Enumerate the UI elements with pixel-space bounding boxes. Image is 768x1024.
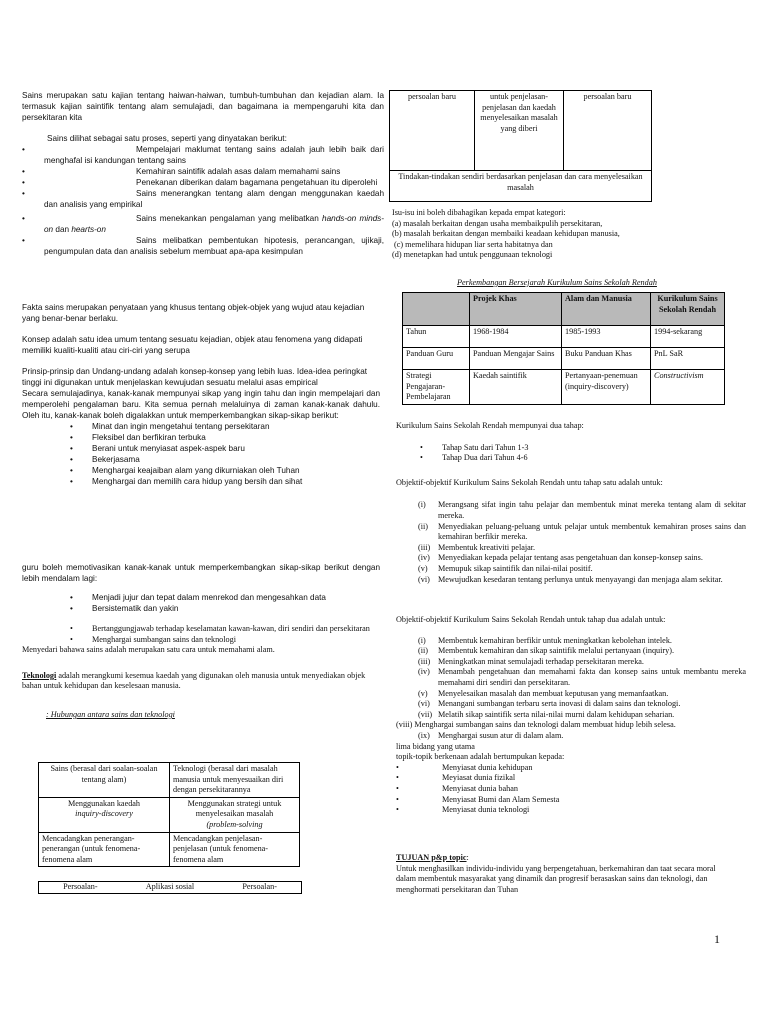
list-item: • Penekanan diberikan dalam bagamana pengetahuan itu diperolehi [22,177,384,188]
list-item: • Sains menerangkan tentang alam dengan menggunakan kaedah dan analisis yang empirikal [22,188,384,210]
list-item: • Menjadi jujur dan tepat dalam menrekod dan mengesahkan data [70,592,380,603]
table-cell: Constructivism [651,370,725,405]
list-item: • Menyiasat Bumi dan Alam Semesta [396,795,746,806]
table-cell: persoalan baru [564,91,652,171]
list-item: (vi) Menangani sumbangan terbaru serta inovasi di dalam sains dan teknologi. [418,699,681,709]
list-item: • Menghargai sumbangan sains dan teknologi [70,635,382,646]
tahap-list [420,443,746,464]
table-cell: 1994-sekarang [651,326,725,348]
list-item: • Mempelajari maklumat tentang sains adalah jauh lebih baik dari menghafal isi kandungan tentang sains [22,144,384,166]
list-item: • Berani untuk menyiasat aspek-aspek baru [70,443,380,454]
list-item: • Minat dan ingin mengetahui tentang persekitaran [70,421,380,432]
list-item: (v) Menyelesaikan masalah dan membuat keputusan yang memanfaatkan. [418,688,669,698]
guru-list [70,592,380,614]
hubungan-table [38,762,300,867]
process-list [44,144,385,257]
list-item: • Menyiasat dunia kehidupan [396,763,746,774]
list-item: • Meyiasat dunia fizikal [396,773,746,784]
isu-intro: Isu-isu ini boleh dibahagikan kepada empat kategori: [392,208,566,217]
table-cell: Mencadangkan penerangan-penerangan (untuk fenomena-fenomena alam [39,832,170,867]
list-item: (ii) Menyediakan peluang-peluang untuk pelajar untuk membentuk kemahiran proses sains dan kemahiran berfikir mereka. [418,521,746,542]
guru-paragraph: guru boleh memotivasikan kanak-kanak untuk memperkembangkan sikap-sikap berikut dengan lebih mendalam lagi: [22,563,380,583]
table-row [39,832,300,867]
isu-item: (a) masalah berkaitan dengan usaha membaikpulih persekitaran, [392,218,603,228]
table-cell: Persoalan- [63,882,98,891]
tujuan-title: TUJUAN p&p topic: [396,853,469,862]
table-cell: Menggunakan strategi untuk menyelesaikan masalah (problem-solving [170,797,300,832]
obj1-title: Objektif-objektif Kurikulum Sains Sekolah Rendah untu tahap satu adalah untuk: [396,477,663,487]
table-cell: Panduan Guru [403,348,470,370]
list-item: • Tahap Satu dari Tahun 1-3 [420,443,746,454]
table-row [39,797,300,832]
kurikulum-title: Perkembangan Bersejarah Kurikulum Sains Sekolah Rendah [457,277,657,287]
list-item: • Bekerjasama [70,454,380,465]
obj2-title: Objektif-objektif Kurikulum Sains Sekolah Rendah untuk tahap dua adalah untuk: [396,615,666,624]
table-cell: Panduan Mengajar Sains [470,348,562,370]
obj1-list [418,500,746,585]
list-item: • Menghargai dan memilih cara hidup yang bersih dan sihat [70,476,380,487]
table-cell: Sains (berasal dari soalan-soalan tentang alam) [39,763,170,798]
ksr-section [396,421,746,585]
obj2-list [418,636,746,721]
semulajadi-paragraph: Secara semulajadinya, kanak-kanak mempunyai sikap yang ingin tahu dan ingin mempelajari dan memperolehi pengalaman baru. Kita semua pernah melaluinya di zaman kanak-kanak dahulu. Oleh itu, kanak-kanak boleh digalakkan untuk memperkembangkan sikap-sikap berikut: [22,389,380,420]
list-item: • Sains melibatkan pembentukan hipotesis, perancangan, ujikaji, pengumpulan data dan analisis sebelum membuat apa-apa kesimpulan [22,235,384,257]
list-item: • Menghargai keajaiban alam yang dikurniakan oleh Tuhan [70,465,380,476]
kurikulum-table [402,292,725,405]
table-row [39,763,300,798]
topik-line: topik-topik berkenaan adalah bertumpukan kepada: [396,752,565,762]
prinsip-paragraph: Prinsip-prinsip dan Undang-undang adalah konsep-konsep yang lebih luas. Idea-idea peringkat tinggi ini digunakan untuk menjelaskan kewujudan sesuatu melalui asas empirical [22,367,368,387]
table-header: Projek Khas [470,293,562,326]
page-number: 1 [714,932,720,946]
hubungan-title: : Hubungan antara sains dan teknologi [46,709,175,719]
list-item: (iv) Menambah pengetahuan dan memahami fakta dan konsep sains untuk membantu mereka memahami diri sendiri dan persekitaran. [418,667,746,687]
lima-line: lima bidang yang utama [396,741,475,751]
list-item: • Sains menekankan pengalaman yang melibatkan hands-on minds-on dan hearts-on [22,213,384,235]
list-item: • Fleksibel dan berfikiran terbuka [70,432,380,443]
table-cell: Persoalan- [242,882,277,891]
table-cell: Tahun [403,326,470,348]
list-item: • Menyiasat dunia teknologi [396,805,746,816]
table-row [403,293,725,326]
table-header [403,293,470,326]
process-intro: Sains dilihat sebagai satu proses, seperti yang dinyatakan berikut: [47,134,287,143]
table-cell: Strategi Pengajaran-Pembelajaran [403,370,470,405]
list-item: • Tahap Dua dari Tahun 4-6 [420,453,746,464]
teknologi-paragraph: Teknologi adalah merangkumi kesemua kaedah yang digunakan oleh manusia untuk menyediakan objek bahan untuk kehidupan dan keselesaan manusia. [22,670,366,691]
table-cell: Menggunakan kaedah inquiry-discovery [39,797,170,832]
list-item: (vi) Mewujudkan kesedaran tentang perlunya untuk menyayangi dan menjaga alam sekitar. [418,574,723,584]
list-item: • Bertanggungjawab terhadap keselamatan kawan-kawan, diri sendiri dan persekitaran [70,624,382,635]
isu-item: (d) menetapkan had untuk penggunaan teknologi [392,250,553,260]
list-item: • Menyiasat dunia bahan [396,784,746,795]
table-header: Kurikulum Sains Sekolah Rendah [651,293,725,326]
guru-section [22,562,380,614]
attitude-list [70,421,380,487]
list-item: (i) Merangsang sifat ingin tahu pelajar dan membentuk minat mereka tentang alam di sekitar mereka. [418,500,746,520]
table-row [403,326,725,348]
tujuan-section [396,853,736,895]
tujuan-paragraph: Untuk menghasilkan individu-individu yang berpengetahuan, berkemahiran dan taat secara moral dalam membentuk masyarakat yang dinamik dan progresif berasaskan sains dan teknologi, dan menghormati persekitaran dan Tuhan [396,863,716,894]
table-row [403,370,725,405]
table-cell: untuk penjelasan-penjelasan dan kaedah menyelesaikan masalah yang diberi [475,91,564,171]
table-cell: Pertanyaan-penemuan (inquiry-discovery) [562,370,651,405]
table-cell: Kaedah saintifik [470,370,562,405]
topik-list [396,763,746,816]
table-cell: PnL SaR [651,348,725,370]
list-item: • Kemahiran saintifik adalah asas dalam memahami sains [22,166,384,177]
table-cell: Mencadangkan penjelasan-penjelasan (untuk fenomena-fenomena alam [170,832,300,867]
table-row [390,91,652,171]
table-cell: 1968-1984 [470,326,562,348]
isu-item: (c) memelihara hidupan liar serta habitatnya dan [392,239,553,249]
menyedari-paragraph: Menyedari bahawa sains adalah merupakan satu cara untuk memahami alam. [22,645,275,655]
table-cell: persoalan baru [390,91,475,171]
obj2-viii: (viii) Menghargai sumbangan sains dan teknologi dalam membuat hidup lebih selesa. [396,720,676,730]
guru-list-serif [70,624,382,645]
left-column [22,90,384,257]
ksr-intro: Kurikulum Sains Sekolah Rendah mempunyai dua tahap: [396,421,584,430]
top-table [389,90,652,202]
guru-serif [22,624,382,721]
table-cell: Teknologi (berasal dari masalah manusia untuk menyesuaikan diri dengan persekitarannya [170,763,300,798]
list-item: (iv) Menyediakan kepada pelajar tentang asas pengetahuan dan konsep-konsep sains. [418,553,703,563]
definitions [22,302,380,487]
isu-item: (b) masalah berkaitan dengan membaiki keadaan kehidupan manusia, [392,229,620,239]
fakta-paragraph: Fakta sains merupakan penyataan yang khusus tentang objek-objek yang wujud atau kejadian yang benar-benar berlaku. [22,303,365,323]
intro-paragraph: Sains merupakan satu kajian tentang haiwan-haiwan, tumbuh-tumbuhan dan kejadian alam. Ia termasuk kajian saintifik tentang alam semulajadi, dan bagaimana ia mempengaruhi kita dan persekitaran kita [22,91,384,122]
isu-section [392,208,692,289]
table-row [390,171,652,202]
obj2-ix: (ix) Menghargai susun atur di dalam alam. [418,730,564,740]
list-item: • Bersistematik dan yakin [70,603,380,614]
hubungan-last-row [38,881,302,894]
list-item: (v) Memupuk sikap saintifik dan nilai-nilai positif. [418,563,593,573]
list-item: (ii) Membentuk kemahiran dan sikap saintifik melalui pertanyaan (inquiry). [418,646,675,656]
table-header: Alam dan Manusia [562,293,651,326]
table-cell: Buku Panduan Khas [562,348,651,370]
table-cell: Aplikasi sosial [145,882,195,891]
table-row [403,348,725,370]
obj2-section [396,615,746,816]
list-item: (vii) Melatih sikap saintifik serta nilai-nilai murni dalam kehidupan seharian. [418,709,675,719]
table-cell: Tindakan-tindakan sendiri berdasarkan penjelasan dan cara menyelesaikan masalah [390,171,652,202]
table-cell: 1985-1993 [562,326,651,348]
list-item: (iii) Meningkatkan minat semulajadi terhadap persekitaran mereka. [418,656,644,666]
list-item: (iii) Membentuk kreativiti pelajar. [418,542,536,552]
list-item: (i) Membentuk kemahiran berfikir untuk meningkatkan kebolehan intelek. [418,635,672,645]
konsep-paragraph: Konsep adalah satu idea umum tentang sesuatu kejadian, objek atau fenomena yang didapati memiliki kualiti-kualiti atau ciri-ciri yang serupa [22,335,363,355]
